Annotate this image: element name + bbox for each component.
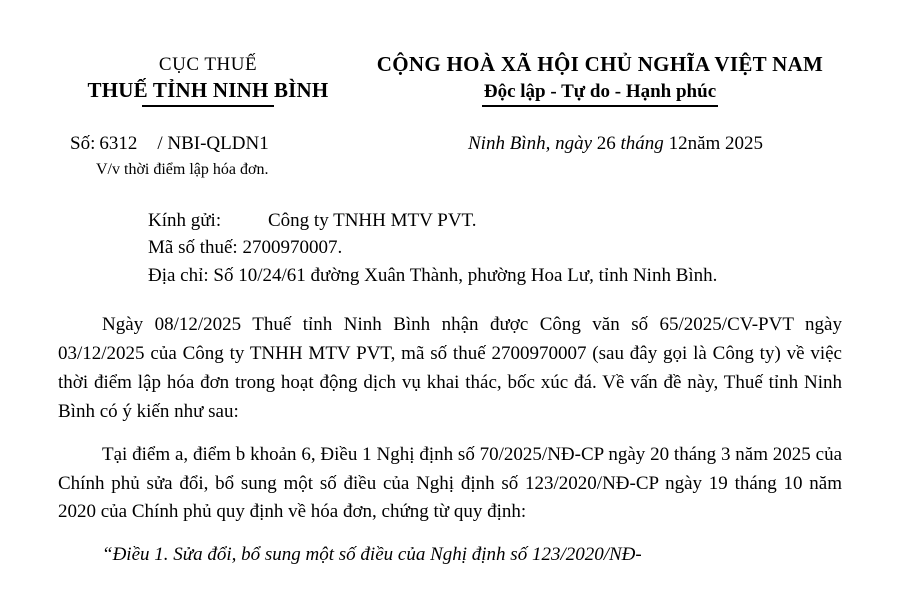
document-number-value: 6312 bbox=[99, 132, 138, 154]
national-motto-line-1: CỘNG HOÀ XÃ HỘI CHỦ NGHĨA VIỆT NAM bbox=[376, 52, 824, 76]
document-header bbox=[58, 52, 842, 107]
document-body bbox=[58, 311, 842, 570]
document-month: 12 bbox=[668, 132, 688, 154]
document-day: 26 bbox=[596, 132, 616, 154]
document-place-label: Ninh Bình, ngày bbox=[468, 132, 593, 154]
recipient-block bbox=[58, 207, 842, 290]
document-month-label: tháng bbox=[620, 132, 664, 154]
body-quote: “Điều 1. Sửa đổi, bổ sung một số điều của Nghị định số 123/2020/NĐ- bbox=[102, 544, 642, 566]
document-meta bbox=[58, 133, 842, 155]
document-subject: V/v thời điểm lập hóa đơn. bbox=[96, 160, 269, 178]
body-paragraph-2: Tại điểm a, điểm b khoản 6, Điều 1 Nghị định số 70/2025/NĐ-CP ngày 20 tháng 3 năm 2025 của Chính phủ sửa đổi, bổ sung một số điều của Nghị định số 123/2020/NĐ-CP ngày 19 tháng 10 năm 2020 của Chính phủ quy định về hóa đơn, chứng từ quy định: bbox=[58, 443, 842, 523]
authority-line-1: CỤC THUẾ bbox=[158, 54, 258, 75]
body-paragraph-1: Ngày 08/12/2025 Thuế tỉnh Ninh Bình nhận được Công văn số 65/2025/CV-PVT ngày 03/12/2025 của Công ty TNHH MTV PVT, mã số thuế 2700970007 (sau đây gọi là Công ty) về việc thời điểm lập hóa đơn trong hoạt động dịch vụ khai thác, bốc xúc đá. Về vấn đề này, Thuế tỉnh Ninh Bình có ý kiến như sau: bbox=[58, 314, 842, 422]
document-number bbox=[58, 133, 400, 155]
national-motto-line-2: Độc lập - Tự do - Hạnh phúc bbox=[483, 81, 717, 102]
document-year: năm 2025 bbox=[687, 132, 764, 154]
recipient-name: Công ty TNHH MTV PVT. bbox=[268, 209, 477, 231]
recipient-tax-code: Mã số thuế: 2700970007. bbox=[148, 237, 343, 259]
document-date bbox=[400, 133, 842, 155]
authority-line-2: THUẾ TỈNH NINH BÌNH bbox=[87, 78, 329, 102]
national-heading bbox=[358, 52, 842, 107]
issuing-authority bbox=[58, 52, 358, 107]
recipient-line bbox=[148, 207, 842, 235]
recipient-label: Kính gửi: bbox=[148, 209, 222, 231]
document-number-suffix: / NBI-QLDN1 bbox=[157, 132, 269, 154]
authority-underline bbox=[142, 105, 274, 107]
national-motto-underline bbox=[482, 105, 718, 107]
recipient-address: Địa chỉ: Số 10/24/61 đường Xuân Thành, phường Hoa Lư, tỉnh Ninh Bình. bbox=[148, 264, 718, 286]
document-number-label: Số: bbox=[70, 132, 96, 154]
